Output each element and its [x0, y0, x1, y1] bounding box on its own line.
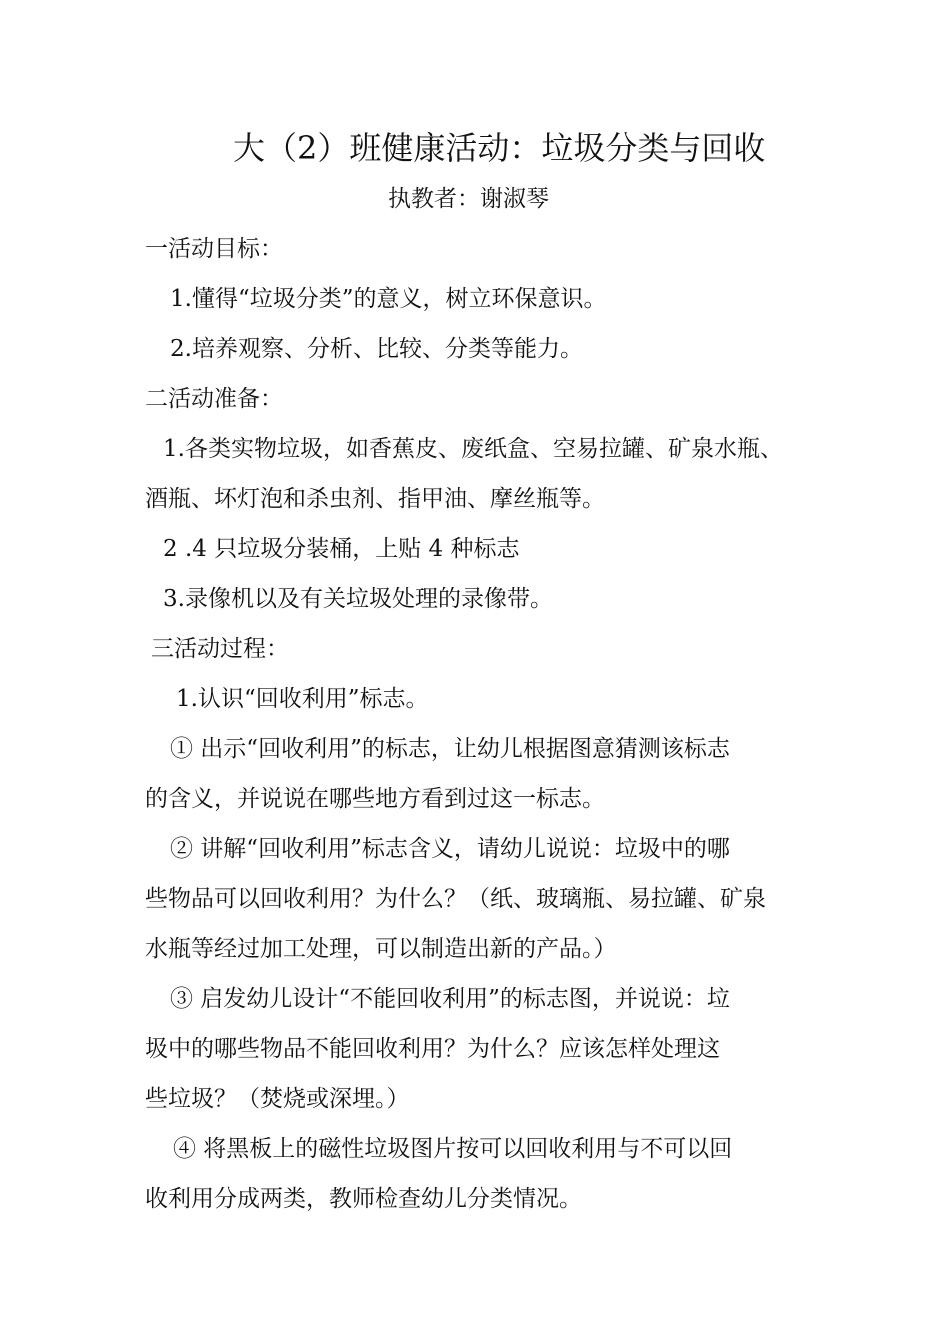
document-author: 执教者：谢淑琴 [388, 186, 549, 212]
section-heading-goals: 一活动目标： [145, 236, 283, 262]
process-substep-2-continued-1: 些物品可以回收利用？为什么？（纸、玻璃瓶、易拉罐、矿泉 [145, 886, 766, 912]
process-substep-3-continued-2: 些垃圾？（焚烧或深埋。） [145, 1086, 410, 1112]
process-substep-1: ① 出示“回收利用”的标志，让幼儿根据图意猜测该标志 [170, 736, 730, 762]
process-substep-3: ③ 启发幼儿设计“不能回收利用”的标志图，并说说：垃 [170, 986, 730, 1012]
preparation-item-3: 3.录像机以及有关垃圾处理的录像带。 [163, 586, 553, 612]
process-step-1: 1.认识“回收利用”标志。 [176, 686, 429, 712]
goal-item-2: 2.培养观察、分析、比较、分类等能力。 [170, 336, 583, 362]
section-heading-preparation: 二活动准备： [145, 386, 283, 412]
process-substep-2: ② 讲解“回收利用”标志含义，请幼儿说说：垃圾中的哪 [170, 836, 730, 862]
preparation-item-1: 1.各类实物垃圾，如香蕉皮、废纸盒、空易拉罐、矿泉水瓶、 [163, 436, 783, 462]
process-substep-1-continued: 的含义，并说说在哪些地方看到过这一标志。 [145, 786, 605, 812]
process-substep-4: ④ 将黑板上的磁性垃圾图片按可以回收利用与不可以回 [173, 1136, 733, 1162]
preparation-item-1-continued: 酒瓶、坏灯泡和杀虫剂、指甲油、摩丝瓶等。 [145, 486, 605, 512]
preparation-item-2: 2 .4 只垃圾分装桶，上贴 4 种标志 [163, 536, 520, 562]
process-substep-4-continued: 收利用分成两类，教师检查幼儿分类情况。 [145, 1186, 582, 1212]
document-title: 大（2）班健康活动：垃圾分类与回收 [233, 129, 766, 167]
goal-item-1: 1.懂得“垃圾分类”的意义，树立环保意识。 [170, 286, 607, 312]
section-heading-process: 三活动过程： [151, 636, 289, 662]
process-substep-2-continued-2: 水瓶等经过加工处理，可以制造出新的产品。） [145, 936, 617, 962]
process-substep-3-continued-1: 圾中的哪些物品不能回收利用？为什么？应该怎样处理这 [145, 1036, 720, 1062]
